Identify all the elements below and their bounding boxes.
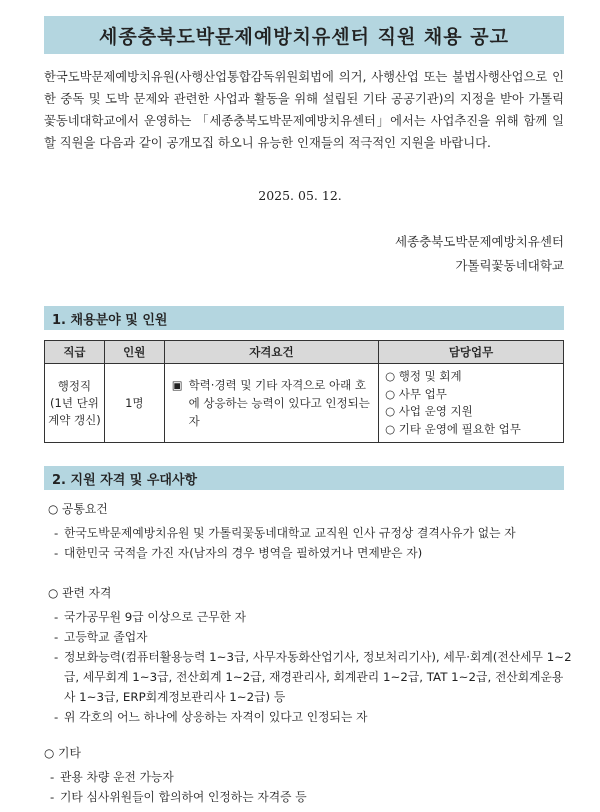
list-item: - 정보화능력(컴퓨터활용능력 1~3급, 사무자동화산업기사, 정보처리기사), 세무·회계(전산세무 1~2급, 세무회계 1~3급, 전산회계 1~2급, 재경관리사, 회계관리 1~2급, TAT 1~2급, 전산회계운용사 1~3급, ERP회계정보관리사 1~2급) 등	[54, 650, 572, 704]
position-line: 계약 갱신)	[48, 412, 101, 427]
qualification-text: 학력·경력 및 기타 자격으로 아래 호에 상응하는 능력이 있다고 인정되는 자	[188, 378, 370, 428]
duties-cell	[379, 364, 564, 443]
list-item: - 고등학교 졸업자	[54, 630, 148, 644]
related-qualifications-heading: ○ 관련 자격	[48, 586, 112, 600]
qualification-cell	[164, 364, 378, 443]
organization-center: 세종충북도박문제예방치유센터	[394, 234, 564, 249]
table-header-row	[45, 341, 564, 364]
list-item: - 관용 차량 운전 가능자	[50, 770, 174, 784]
common-requirements-heading: ○ 공통요건	[48, 502, 108, 516]
section-2-title: 2. 지원 자격 및 우대사항	[52, 472, 198, 488]
list-item-text: 위 각호의 어느 하나에 상응하는 자격이 있다고 인정되는 자	[64, 710, 368, 724]
count-cell: 1명	[104, 364, 164, 443]
section-1-title: 1. 채용분야 및 인원	[52, 312, 168, 328]
position-line: (1년 단위	[50, 395, 99, 410]
list-item: - 국가공무원 9급 이상으로 근무한 자	[54, 610, 247, 624]
list-item-text: 고등학교 졸업자	[64, 630, 148, 644]
duty-item: ○ 사업 운영 지원	[385, 404, 473, 418]
related-qualifications	[48, 584, 574, 727]
title-banner	[44, 16, 564, 54]
announcement-date: 2025. 05. 12.	[258, 188, 342, 203]
header-qualification: 자격요건	[164, 341, 378, 364]
common-requirements	[48, 500, 574, 563]
table-row	[45, 364, 564, 443]
list-item-text: 한국도박문제예방치유원 및 가톨릭꽃동네대학교 교직원 인사 규정상 결격사유가 없는 자	[64, 526, 516, 540]
intro-paragraph: 한국도박문제예방치유원(사행산업통합감독위원회법에 의거, 사행산업 또는 불법사행산업으로 인한 중독 및 도박 문제와 관련한 사업과 활동을 위해 설립된 기타 공공기관)의 지정을 받아 가톨릭꽃동네대학교에서 운영하는 「세종충북도박문제예방치유센터」에서는 사업추진을 위해 함께 일할 직원을 다음과 같이 공개모집 하오니 유능한 인재들의 적극적인 지원을 바랍니다.	[44, 70, 564, 150]
section-1-header	[44, 306, 564, 330]
list-item: - 위 각호의 어느 하나에 상응하는 자격이 있다고 인정되는 자	[54, 710, 368, 724]
checkbox-marker-icon: ▣	[171, 378, 183, 392]
list-item: - 대한민국 국적을 가진 자(남자의 경우 병역을 필하였거나 면제받은 자)	[54, 546, 423, 560]
duty-item: ○ 기타 운영에 필요한 업무	[385, 421, 521, 436]
page-title: 세종충북도박문제예방치유센터 직원 채용 공고	[99, 25, 509, 48]
duty-item: ○ 사무 업무	[385, 386, 447, 401]
other-qualifications	[44, 744, 570, 807]
section-2-header	[44, 466, 564, 490]
header-grade: 직급	[45, 341, 105, 364]
list-item-text: 관용 차량 운전 가능자	[60, 770, 174, 784]
header-duties: 담당업무	[379, 341, 564, 364]
list-item-text: 기타 심사위원들이 합의하여 인정하는 자격증 등	[60, 790, 307, 804]
other-qualifications-heading: ○ 기타	[44, 746, 81, 760]
position-cell	[45, 364, 105, 443]
recruitment-table	[44, 340, 564, 443]
organization-university: 가톨릭꽃동네대학교	[455, 258, 564, 273]
duty-item: ○ 행정 및 회계	[385, 369, 462, 383]
list-item: - 기타 심사위원들이 합의하여 인정하는 자격증 등	[50, 790, 307, 804]
header-count: 인원	[104, 341, 164, 364]
list-item-text: 정보화능력(컴퓨터활용능력 1~3급, 사무자동화산업기사, 정보처리기사), 세무·회계(전산세무 1~2급, 세무회계 1~3급, 전산회계 1~2급, 재경관리사, 회계관리 1~2급, TAT 1~2급, 전산회계운용사 1~3급, ERP회계정보관리사 1~2급) 등	[64, 650, 572, 704]
position-line: 행정직	[57, 378, 92, 393]
list-item-text: 국가공무원 9급 이상으로 근무한 자	[64, 610, 247, 624]
list-item: - 한국도박문제예방치유원 및 가톨릭꽃동네대학교 교직원 인사 규정상 결격사유가 없는 자	[54, 526, 516, 540]
list-item-text: 대한민국 국적을 가진 자(남자의 경우 병역을 필하였거나 면제받은 자)	[64, 546, 423, 560]
